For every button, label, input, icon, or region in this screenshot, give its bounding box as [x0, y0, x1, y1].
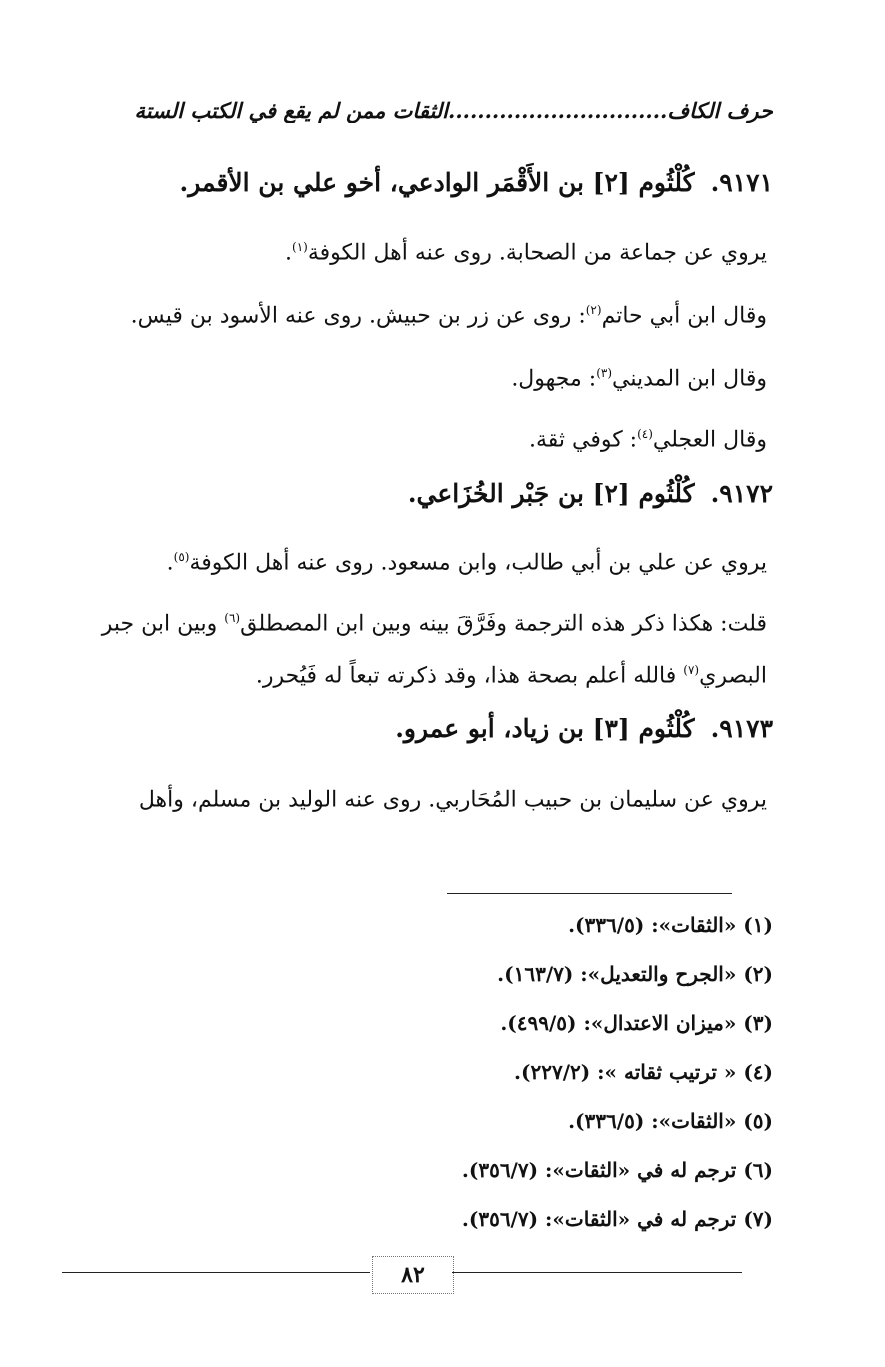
- entry-heading: [110, 479, 773, 508]
- footnote: (٢) «الجرح والتعديل»: (١٦٣/٧).: [497, 962, 773, 986]
- footnote: (٥) «الثقات»: (٣٣٦/٥).: [568, 1109, 773, 1133]
- footnote-ref: (٥): [173, 550, 190, 564]
- footnote: (١) «الثقات»: (٣٣٦/٥).: [568, 913, 773, 937]
- entry-heading: [110, 714, 773, 743]
- footnote-separator: [447, 893, 732, 894]
- paragraph: يروي عن علي بن أبي طالب، وابن مسعود. روى عنه أهل الكوفة$^{(٥)}$.: [166, 550, 767, 576]
- footer-rule: [452, 1272, 742, 1273]
- paragraph: البصري$^{(٧)}$ فالله أعلم بصحة هذا، وقد ذكرته تبعاً له فَيُحرر.: [255, 663, 767, 689]
- footnote: (٤) « ترتيب ثقاته »: (٢٢٧/٢).: [514, 1060, 773, 1084]
- paragraph: يروي عن جماعة من الصحابة. روى عنه أهل الكوفة$^{(١)}$.: [285, 240, 767, 266]
- entry-number: ٩١٧٢.: [710, 479, 773, 508]
- footnote: (٦) ترجم له في «الثقات»: (٣٥٦/٧).: [461, 1158, 773, 1182]
- footnote: (٧) ترجم له في «الثقات»: (٣٥٦/٧).: [461, 1207, 773, 1231]
- entry-number: ٩١٧٣.: [710, 714, 773, 743]
- entry-heading: [110, 168, 773, 197]
- footnote-ref: (١): [292, 240, 308, 254]
- entry-title: كُلْثُوم [٣] بن زياد، أبو عمرو.: [395, 714, 695, 743]
- paragraph: وقال ابن أبي حاتم$^{(٢)}$: روى عن زر بن حبيش. روى عنه الأسود بن قيس.: [130, 303, 767, 329]
- page-number: ٨٢: [372, 1256, 454, 1294]
- footnote: (٣) «ميزان الاعتدال»: (٤٩٩/٥).: [500, 1011, 773, 1035]
- footnote-ref: (٦): [224, 611, 241, 625]
- paragraph: قلت: هكذا ذكر هذه الترجمة وفَرَّقَ بينه وبين ابن المصطلق$^{(٦)}$ وبين ابن جبر: [101, 611, 767, 637]
- footnote-ref: (٧): [683, 663, 700, 677]
- paragraph: وقال ابن المديني$^{(٣)}$: مجهول.: [511, 366, 767, 392]
- paragraph: وقال العجلي$^{(٤)}$: كوفي ثقة.: [528, 427, 767, 453]
- entry-number: ٩١٧١.: [710, 168, 773, 197]
- paragraph: يروي عن سليمان بن حبيب المُحَاربي. روى عنه الوليد بن مسلم، وأهل: [138, 787, 767, 813]
- footer-rule: [62, 1272, 370, 1273]
- running-header: حرف الكاف..............................الثقات ممن لم يقع في الكتب الستة: [134, 98, 773, 123]
- footnote-ref: (٤): [637, 427, 653, 441]
- entry-title: كُلْثُوم [٢] بن الأَقْمَر الوادعي، أخو علي بن الأقمر.: [179, 168, 695, 197]
- footnote-ref: (٢): [585, 303, 602, 317]
- entry-title: كُلْثُوم [٢] بن جَبْر الخُزَاعي.: [407, 479, 695, 508]
- footnote-ref: (٣): [596, 366, 613, 380]
